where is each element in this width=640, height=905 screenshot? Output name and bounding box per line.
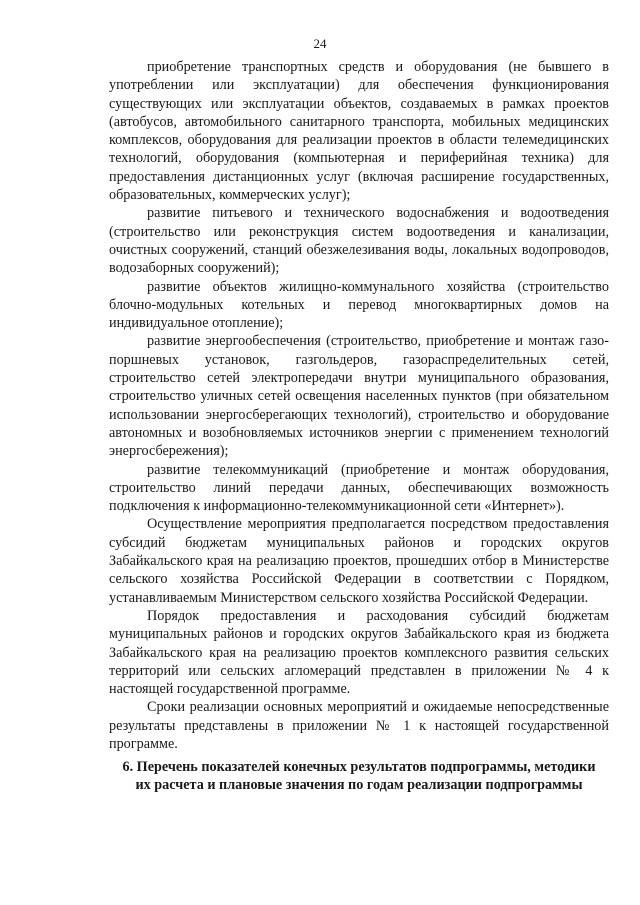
section-heading-line-2: их расчета и плановые значения по годам реализации подпрограммы [135, 777, 583, 794]
section-heading [109, 758, 609, 795]
section-heading-line-1: 6. Перечень показателей конечных результатов подпрограммы, методики [122, 759, 596, 775]
paragraph-procedure: Порядок предоставления и расходования субсидий бюджетам муниципальных районов и городских округов Забайкальского края из бюджета Забайкальского края на реализацию проектов комплексного развития сельских территорий или сельских агломераций представлен в приложении № 4 к настоящей государственной программе. [109, 607, 609, 698]
paragraph-water-supply: развитие питьевого и технического водоснабжения и водоотведения (строительство или реконструкция систем водоотведения и канализации, очистных сооружений, станций обезжелезивания воды, локальных водопроводов, водозаборных сооружений); [109, 205, 609, 277]
paragraph-housing-utilities: развитие объектов жилищно-коммунального хозяйства (строительство блочно-модульных котельных и перевод многоквартирных домов на индивидуальное отопление); [109, 278, 609, 332]
document-body [109, 58, 609, 753]
paragraph-deadlines: Сроки реализации основных мероприятий и ожидаемые непосредственные результаты представлены в приложении № 1 к настоящей государственной программе. [109, 699, 609, 752]
page-number: 24 [313, 36, 327, 51]
paragraph-energy-supply: развитие энергообеспечения (строительство, приобретение и монтаж газо-поршневых установок, газгольдеров, газораспределительных сетей, строительство сетей электропередачи внутри муниципального образования, строительство уличных сетей освещения населенных пунктов (при обязательном использовании энергосберегающих технологий), строительство и оборудование автономных и возобновляемых источников энергии с применением технологий энергосбережения); [109, 333, 609, 460]
paragraph-telecommunications: развитие телекоммуникаций (приобретение и монтаж оборудования, строительство линий передачи данных, обеспечивающих возможность подключения к информационно-телекоммуникационной сети «Интернет»). [109, 461, 609, 515]
paragraph-subsidies: Осуществление мероприятия предполагается посредством предоставления субсидий бюджетам муниципальных районов и городских округов Забайкальского края на реализацию проектов, прошедших отбор в Министерстве сельского хозяйства Российской Федерации в соответствии с Порядком, устанавливаемым Министерством сельского хозяйства Российской Федерации. [109, 516, 609, 606]
paragraph-vehicles-equipment: приобретение транспортных средств и оборудования (не бывшего в употреблении или эксплуатации) для обеспечения функционирования существующих или эксплуатации объектов, создаваемых в рамках проектов (автобусов, автомобильного санитарного транспорта, мобильных медицинских комплексов, оборудования для реализации проектов в области телемедицинских технологий, оборудования (компьютерная и периферийная техника) для предоставления дистанционных услуг (включая расширение государственных, образовательных, коммерческих услуг); [109, 59, 609, 204]
